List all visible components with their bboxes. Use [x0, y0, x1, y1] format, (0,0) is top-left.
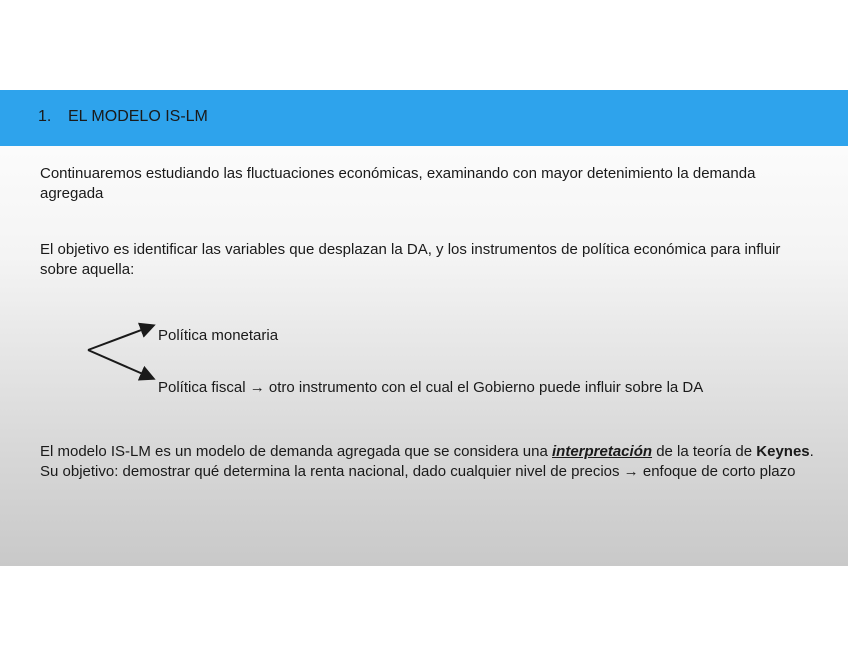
paragraph-islm: [40, 442, 815, 482]
section-title: [38, 108, 208, 126]
slide: [0, 90, 848, 566]
section-number: 1.: [38, 108, 52, 125]
islm-text-3: . Su objetivo: demostrar qué determina la renta nacional, dado cualquier nivel de precios → enfoque de corto plazo: [40, 443, 814, 480]
islm-keynes: Keynes: [756, 443, 810, 460]
islm-text-2: de la teoría de: [652, 443, 757, 460]
header-bar: [0, 90, 848, 146]
section-title-text: EL MODELO IS-LM: [68, 108, 208, 125]
islm-emphasis: interpretación: [552, 443, 653, 460]
paragraph-objective: El objetivo es identificar las variables que desplazan la DA, y los instrumentos de política económica para influir sobre aquella:: [40, 241, 781, 278]
islm-text-1: El modelo IS-LM es un modelo de demanda agregada que se considera una: [40, 443, 552, 460]
paragraph-intro: Continuaremos estudiando las fluctuaciones económicas, examinando con mayor detenimiento la demanda agregada: [40, 165, 756, 202]
branch-fiscal-policy: Política fiscal → otro instrumento con el cual el Gobierno puede influir sobre la DA: [158, 379, 704, 396]
branch-monetary-policy: Política monetaria: [158, 327, 279, 344]
branch-arrows-icon: [84, 322, 164, 402]
